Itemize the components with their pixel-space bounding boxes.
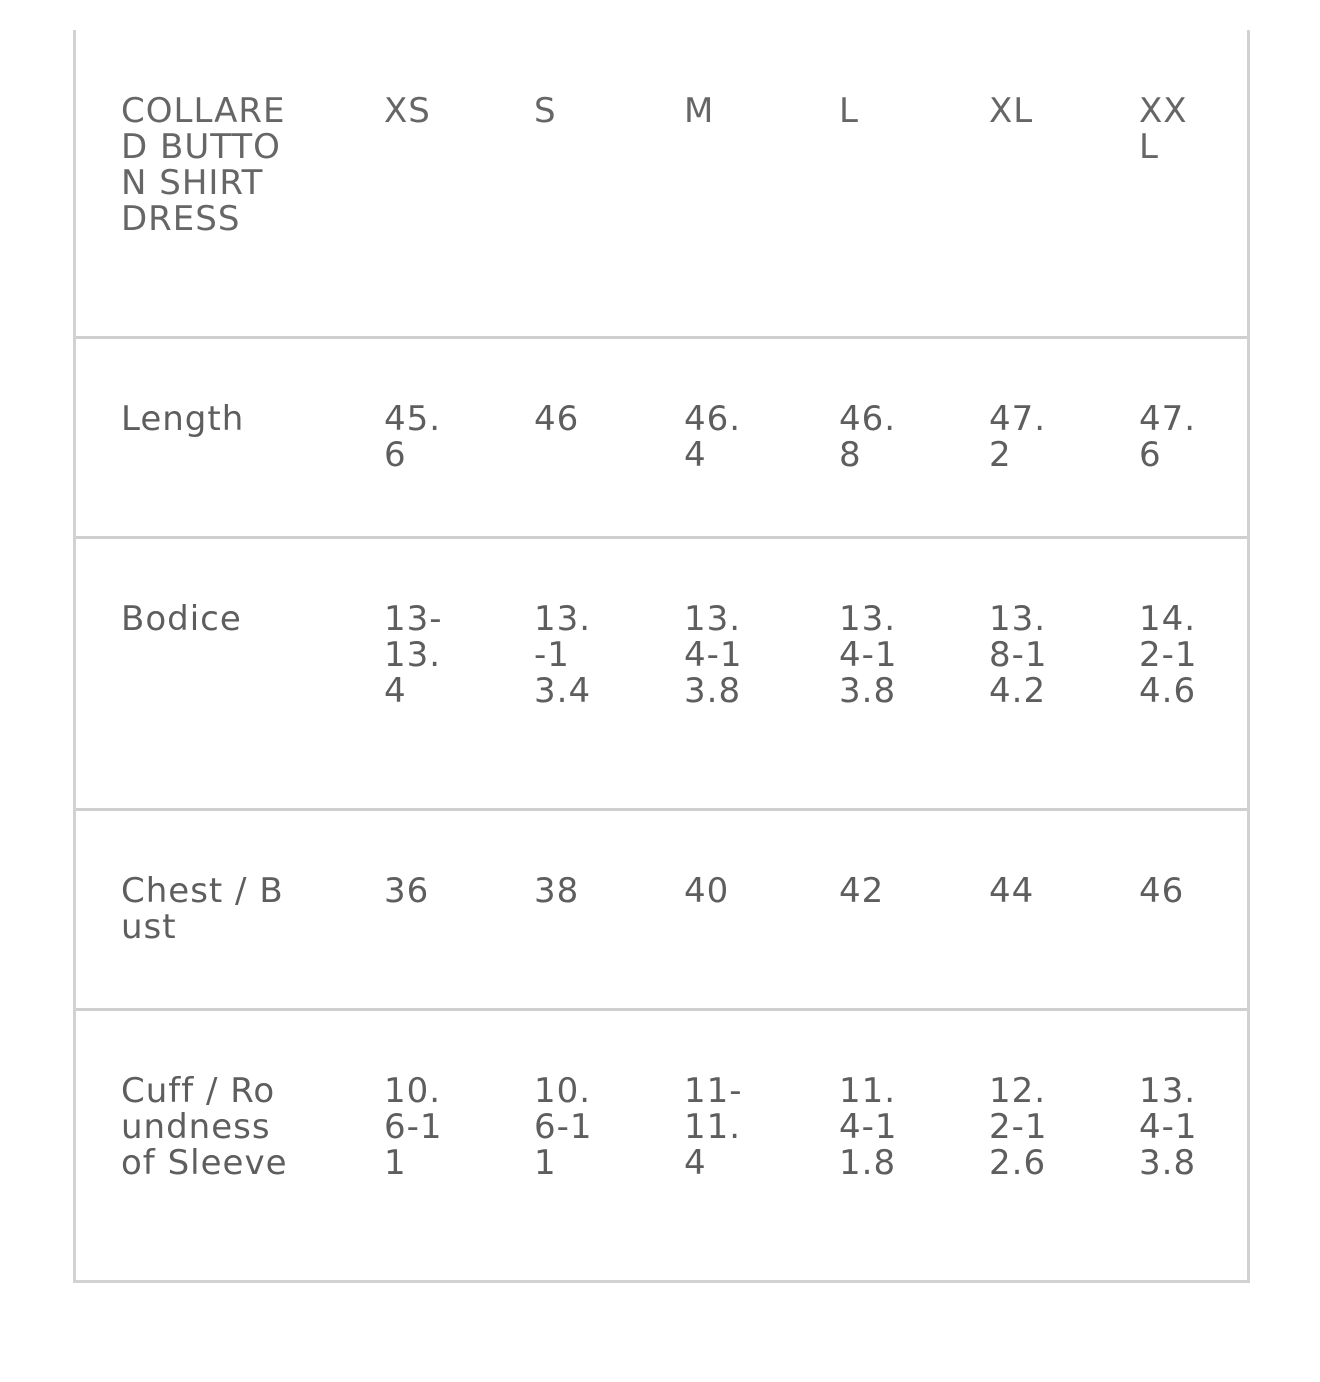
cell-xxl: 13.4-13.8 xyxy=(1139,1071,1198,1183)
cell-l: 46.8 xyxy=(839,399,897,475)
cell-l: 13.4-13.8 xyxy=(839,599,898,711)
cell-m: 11-11.4 xyxy=(684,1071,743,1183)
cell-xl: 47.2 xyxy=(989,399,1047,475)
size-header-l: L xyxy=(839,91,859,131)
cell-s: 38 xyxy=(534,871,580,911)
cell-xxl: 46 xyxy=(1139,871,1185,911)
size-header-m: M xyxy=(684,91,715,131)
cell-xs: 45.6 xyxy=(384,399,442,475)
product-name-header: COLLARED BUTTON SHIRT DRESS xyxy=(121,91,286,239)
size-header-s: S xyxy=(534,91,557,131)
cell-s: 10.6-11 xyxy=(534,1071,593,1183)
table-row-cuff xyxy=(76,1011,1247,1280)
cell-xl: 12.2-12.6 xyxy=(989,1071,1048,1183)
row-label: Length xyxy=(121,399,245,439)
cell-m: 46.4 xyxy=(684,399,742,475)
cell-xxl: 47.6 xyxy=(1139,399,1197,475)
table-header-row xyxy=(76,30,1247,339)
size-chart-table xyxy=(73,30,1250,1283)
cell-s: 46 xyxy=(534,399,580,439)
table-row-length xyxy=(76,339,1247,539)
cell-l: 42 xyxy=(839,871,885,911)
row-label: Bodice xyxy=(121,599,242,639)
size-header-xs: XS xyxy=(384,91,431,131)
row-label: Cuff / Roundness of Sleeve xyxy=(121,1071,288,1183)
cell-xs: 36 xyxy=(384,871,430,911)
size-header-xxl: XXL xyxy=(1139,91,1188,167)
cell-xxl: 14.2-14.6 xyxy=(1139,599,1198,711)
table-row-chest-bust xyxy=(76,811,1247,1011)
row-label: Chest / Bust xyxy=(121,871,284,947)
cell-xs: 10.6-11 xyxy=(384,1071,443,1183)
cell-m: 13.4-13.8 xyxy=(684,599,743,711)
cell-s: 13.-13.4 xyxy=(534,599,592,711)
table-row-bodice xyxy=(76,539,1247,811)
cell-xl: 44 xyxy=(989,871,1035,911)
size-header-xl: XL xyxy=(989,91,1034,131)
cell-xs: 13-13.4 xyxy=(384,599,443,711)
cell-m: 40 xyxy=(684,871,730,911)
cell-xl: 13.8-14.2 xyxy=(989,599,1048,711)
cell-l: 11.4-11.8 xyxy=(839,1071,898,1183)
